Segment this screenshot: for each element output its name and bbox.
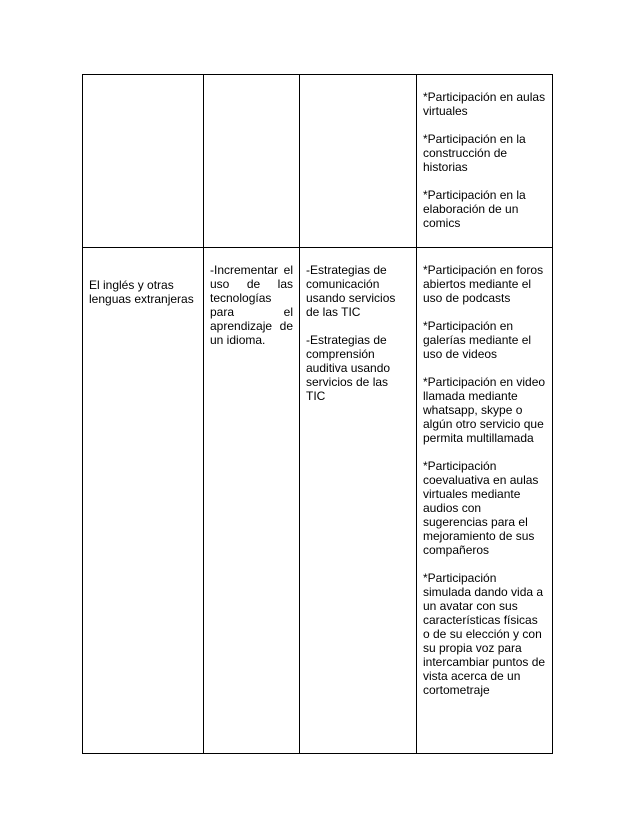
activity-item: *Participación en galerías mediante el uso de videos — [423, 319, 532, 361]
table-cell-strategies — [300, 248, 417, 754]
strategy-item: -Estrategias de comprensión auditiva usando servicios de las TIC — [306, 333, 391, 403]
table-row — [83, 75, 553, 248]
table-cell-activities — [417, 248, 553, 754]
table-cell-empty — [204, 75, 300, 248]
activity-item: *Participación simulada dando vida a un avatar con sus características físicas o de su elección y con su propia voz para intercambiar puntos de vista acerca de un cortometraje — [423, 571, 546, 697]
activity-item: *Participación en la elaboración de un comics — [423, 188, 526, 230]
activity-item: *Participación en la construcción de historias — [423, 132, 526, 174]
activity-item: *Participación en video llamada mediante whatsapp, skype o algún otro servicio que permita multillamada — [423, 375, 546, 445]
strategy-item: -Estrategias de comunicación usando servicios de las TIC — [306, 263, 396, 319]
table-cell-objective — [204, 248, 300, 754]
objective-text: -Incrementar el uso de las tecnologías para el aprendizaje de un idioma. — [210, 263, 293, 347]
activity-item: *Participación en aulas virtuales — [423, 90, 546, 118]
content-table — [82, 74, 553, 754]
table-cell-area — [83, 248, 204, 754]
table-cell-activities — [417, 75, 553, 248]
activity-item: *Participación coevaluativa en aulas virtuales mediante audios con sugerencias para el mejoramiento de sus compañeros — [423, 459, 539, 557]
activity-item: *Participación en foros abiertos mediante el uso de podcasts — [423, 263, 544, 305]
table-cell-empty — [300, 75, 417, 248]
table-row — [83, 248, 553, 754]
table-cell-empty — [83, 75, 204, 248]
area-name: El inglés y otras lenguas extranjeras — [89, 278, 194, 306]
